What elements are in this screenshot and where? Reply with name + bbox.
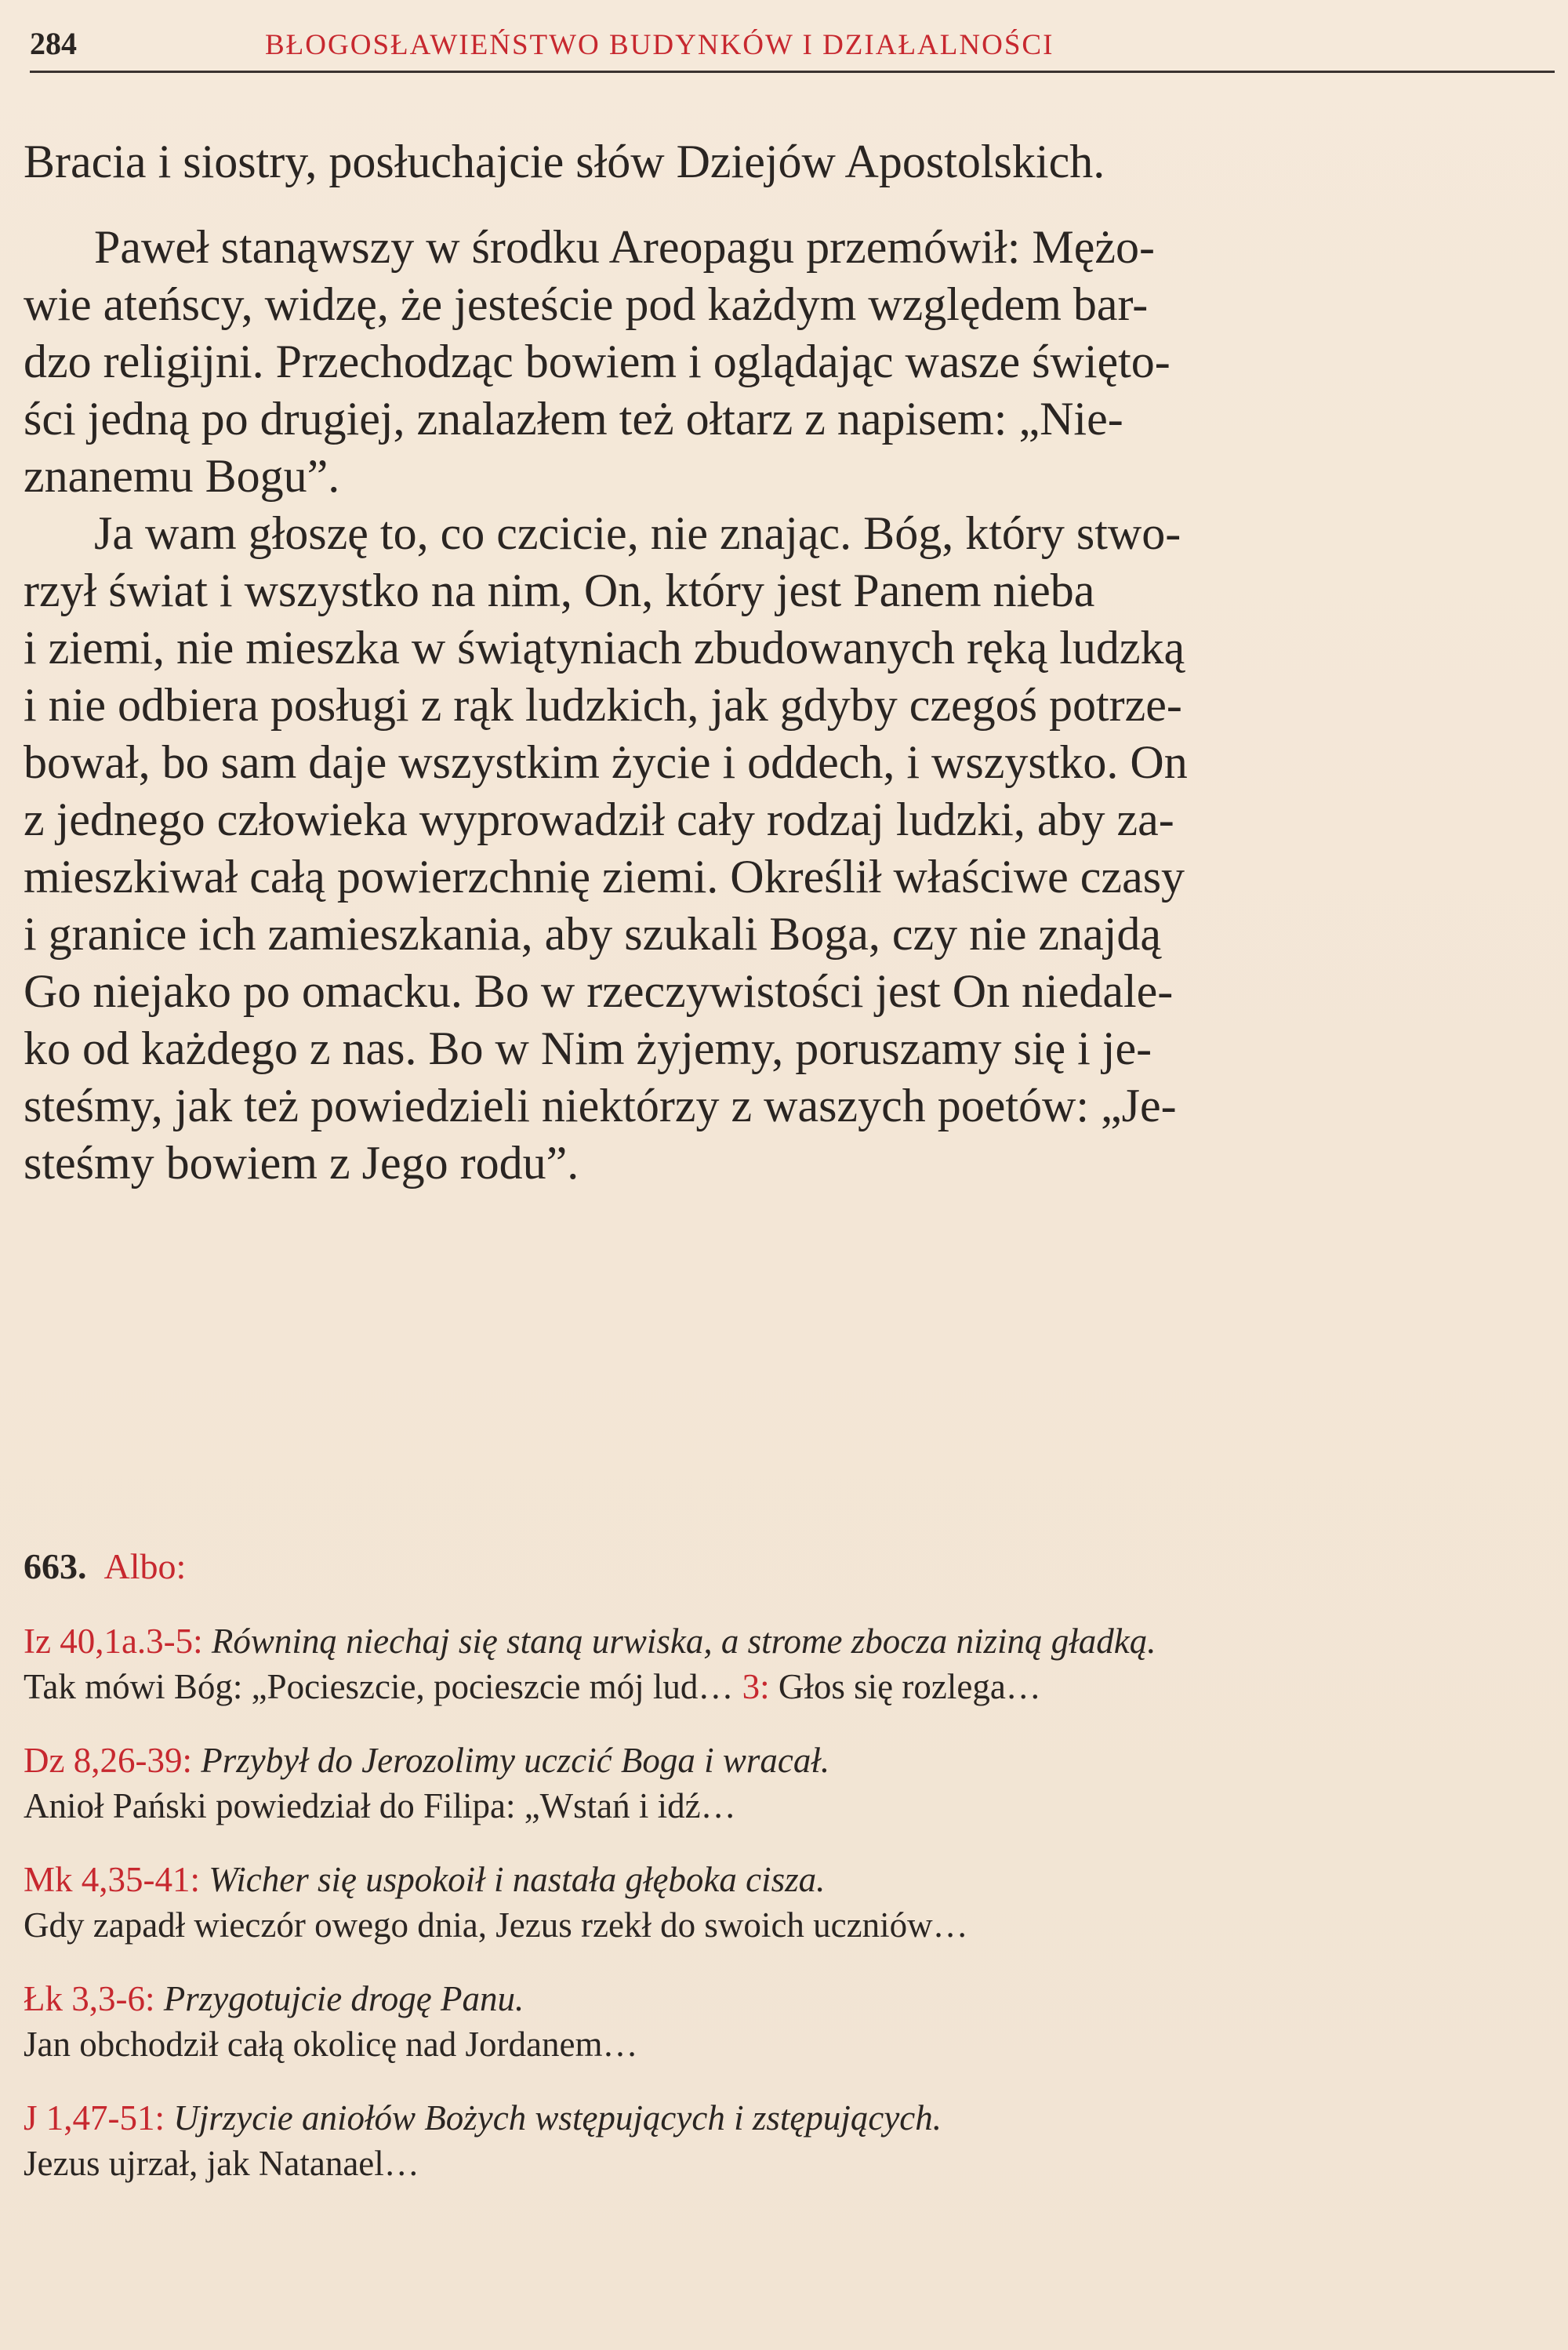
reading-summary: Równiną niechaj się staną urwiska, a strome zbocza niziną gładką.: [211, 1622, 1156, 1661]
reading-first-line: Anioł Pański powiedział do Filipa: „Wstań i idź…: [24, 1786, 736, 1825]
scripture-reference: Iz 40,1a.3-5:: [24, 1622, 203, 1661]
reading-intro: Bracia i siostry, posłuchajcie słów Dziejów Apostolskich.: [24, 136, 1105, 187]
reading-first-line: Jan obchodził całą okolicę nad Jordanem…: [24, 2025, 638, 2064]
paragraph-1: Paweł stanąwszy w środku Areopagu przemówił: Mężo- wie ateńscy, widzę, że jesteście pod każdym względem bar- dzo religijni. Przechodząc bowiem i oglądając wasze święto- ści jedną po drugiej, znalazłem też ołtarz z napisem: „Nie- znanemu Bogu”.: [24, 221, 1171, 502]
reading-first-line: Gdy zapadł wieczór owego dnia, Jezus rzekł do swoich uczniów…: [24, 1905, 968, 1945]
reading-text: [24, 133, 1560, 1192]
scripture-reference: J 1,47-51:: [24, 2098, 165, 2138]
alternative-label: Albo:: [103, 1546, 187, 1586]
reading-summary: Ujrzycie aniołów Bożych wstępujących i zstępujących.: [173, 2098, 942, 2138]
scripture-reference: Dz 8,26-39:: [24, 1741, 192, 1780]
reading-first-line-continuation: Głos się rozlega…: [778, 1667, 1041, 1706]
paragraph-2: Ja wam głoszę to, co czcicie, nie znając. Bóg, który stwo- rzył świat i wszystko na nim, On, który jest Panem nieba i ziemi, nie mieszka w świątyniach zbudowanych ręką ludzką i nie odbiera posługi z rąk ludzkich, jak gdyby czegoś potrze- bował, bo sam daje wszystkim życie i oddech, i wszystko. On z jednego człowieka wyprowadził cały rodzaj ludzki, aby za- mieszkiwał całą powierzchnię ziemi. Określił właściwe czasy i granice ich zamieszkania, aby szukali Boga, czy nie znajdą Go niejako po omacku. Bo w rzeczywistości jest On niedale- ko od każdego z nas. Bo w Nim żyjemy, poruszamy się i je- steśmy, jak też powiedzieli niektórzy z waszych poetów: „Je- steśmy bowiem z Jego rodu”.: [24, 507, 1188, 1189]
scripture-reference: Łk 3,3-6:: [24, 1979, 155, 2018]
alternative-reading-item: [24, 1857, 1560, 1948]
reading-first-line: [24, 1664, 1560, 1709]
reading-summary: Przybył do Jerozolimy uczcić Boga i wracał.: [201, 1741, 830, 1780]
alternative-readings: [24, 1543, 1560, 2186]
alternative-reading-item: [24, 1618, 1560, 1709]
inline-verse-reference: 3:: [742, 1667, 770, 1706]
reading-summary: Wicher się uspokoił i nastała głęboka cisza.: [209, 1860, 826, 1899]
reading-summary: Przygotujcie drogę Panu.: [163, 1979, 524, 2018]
page-header: [30, 22, 1555, 73]
scripture-reference: Mk 4,35-41:: [24, 1860, 200, 1899]
page-number: 284: [30, 26, 77, 61]
section-number: 663.: [24, 1546, 87, 1586]
alternative-reading-item: [24, 2095, 1560, 2186]
reading-first-line-text: Tak mówi Bóg: „Pocieszcie, pocieszcie mój lud…: [24, 1667, 734, 1706]
alternative-heading: [24, 1543, 1560, 1590]
reading-first-line: Jezus ujrzał, jak Natanael…: [24, 2144, 419, 2183]
running-head: BŁOGOSŁAWIEŃSTWO BUDYNKÓW I DZIAŁALNOŚCI: [265, 29, 1054, 61]
alternative-reading-item: [24, 1976, 1560, 2067]
alternative-reading-item: [24, 1738, 1560, 1829]
